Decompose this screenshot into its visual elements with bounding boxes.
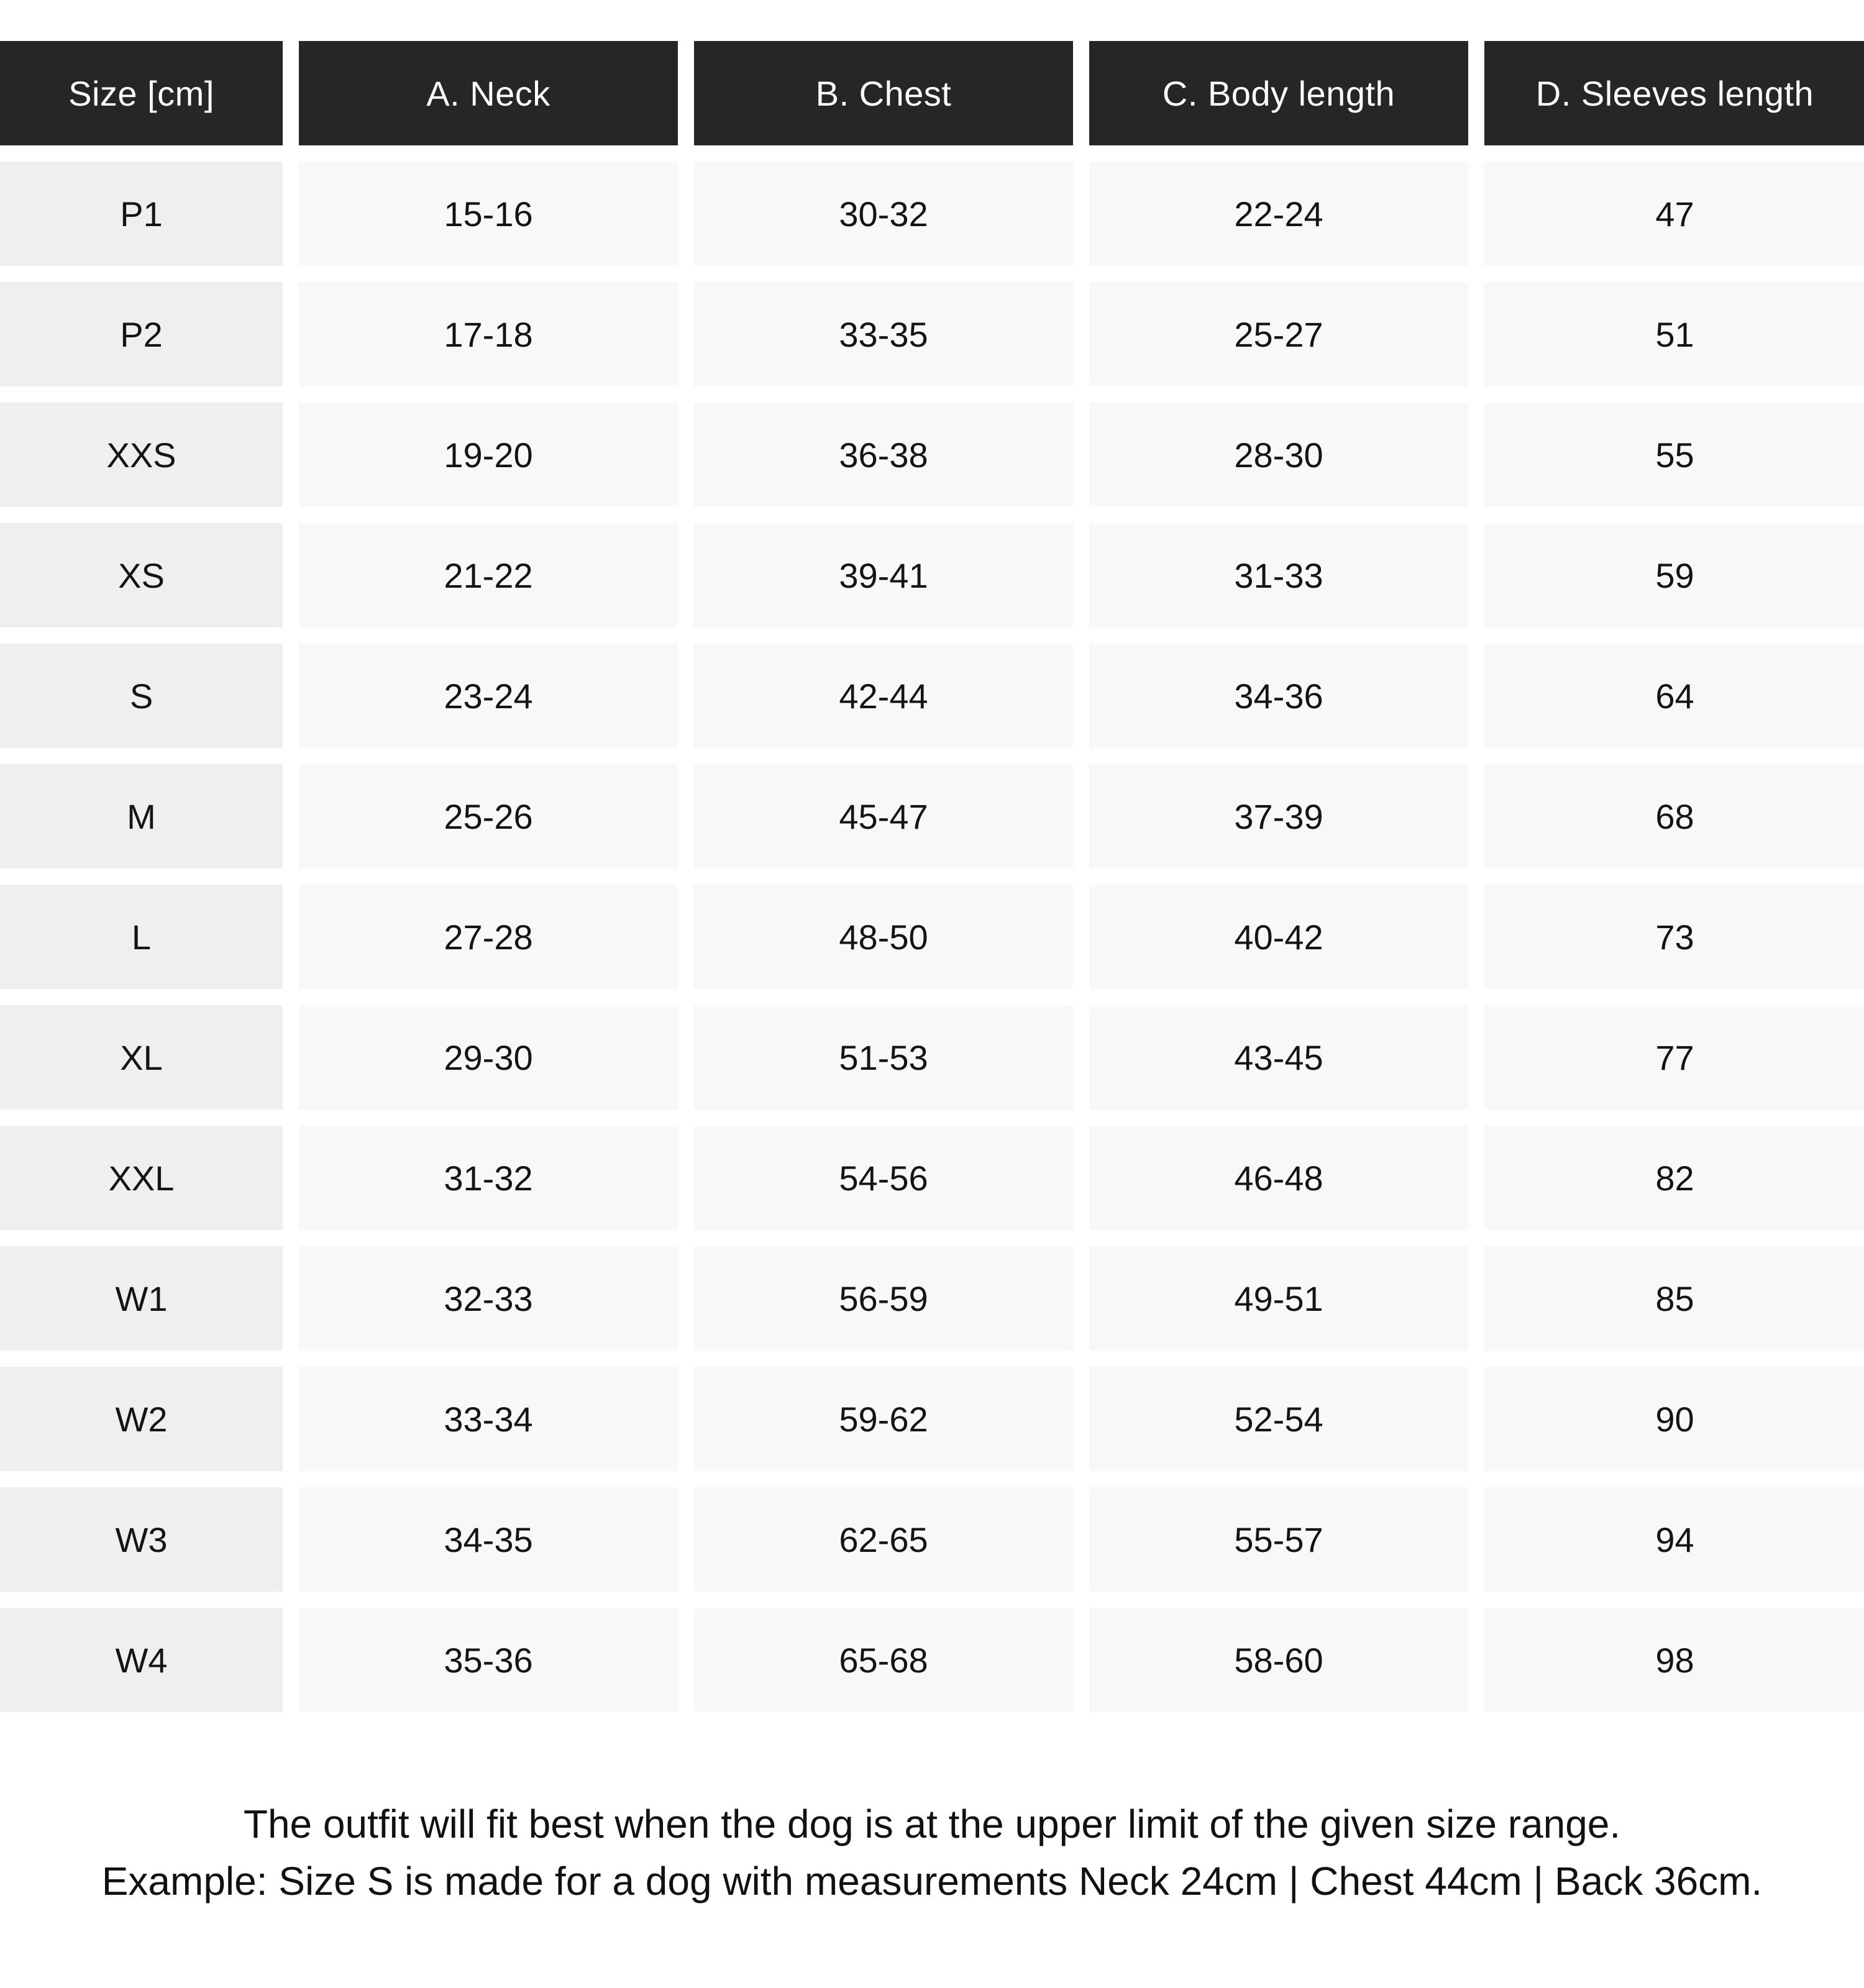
table-cell-size: W1 <box>0 1246 283 1351</box>
table-cell-chest: 48-50 <box>694 885 1073 989</box>
table-cell-size: W2 <box>0 1367 283 1471</box>
table-cell-neck: 23-24 <box>299 644 678 748</box>
table-cell-chest: 36-38 <box>694 403 1073 507</box>
header-size: Size [cm] <box>0 41 283 145</box>
table-cell-body-length: 34-36 <box>1089 644 1468 748</box>
table-cell-neck: 29-30 <box>299 1005 678 1110</box>
table-cell-body-length: 43-45 <box>1089 1005 1468 1110</box>
header-chest: B. Chest <box>694 41 1073 145</box>
table-cell-neck: 15-16 <box>299 162 678 266</box>
table-cell-size: L <box>0 885 283 989</box>
fit-note-line-1: The outfit will fit best when the dog is at the upper limit of the given size range. <box>243 1802 1621 1846</box>
table-cell-sleeves-length: 85 <box>1484 1246 1864 1351</box>
fit-note-line-2: Example: Size S is made for a dog with measurements Neck 24cm | Chest 44cm | Back 36cm. <box>101 1859 1763 1904</box>
table-cell-size: S <box>0 644 283 748</box>
table-cell-size: P1 <box>0 162 283 266</box>
table-cell-sleeves-length: 68 <box>1484 764 1864 869</box>
table-cell-neck: 27-28 <box>299 885 678 989</box>
table-cell-neck: 34-35 <box>299 1487 678 1592</box>
table-cell-neck: 32-33 <box>299 1246 678 1351</box>
table-cell-chest: 56-59 <box>694 1246 1073 1351</box>
table-cell-size: P2 <box>0 282 283 386</box>
table-cell-body-length: 46-48 <box>1089 1126 1468 1230</box>
table-cell-body-length: 49-51 <box>1089 1246 1468 1351</box>
table-cell-sleeves-length: 64 <box>1484 644 1864 748</box>
table-cell-sleeves-length: 98 <box>1484 1608 1864 1712</box>
table-cell-sleeves-length: 90 <box>1484 1367 1864 1471</box>
table-cell-chest: 39-41 <box>694 523 1073 627</box>
table-cell-sleeves-length: 77 <box>1484 1005 1864 1110</box>
table-cell-chest: 51-53 <box>694 1005 1073 1110</box>
table-cell-neck: 35-36 <box>299 1608 678 1712</box>
table-cell-neck: 17-18 <box>299 282 678 386</box>
table-cell-size: XS <box>0 523 283 627</box>
table-cell-body-length: 37-39 <box>1089 764 1468 869</box>
table-cell-chest: 42-44 <box>694 644 1073 748</box>
header-sleeves-length: D. Sleeves length <box>1484 41 1864 145</box>
table-cell-neck: 33-34 <box>299 1367 678 1471</box>
table-cell-size: XXL <box>0 1126 283 1230</box>
table-cell-neck: 19-20 <box>299 403 678 507</box>
table-cell-chest: 30-32 <box>694 162 1073 266</box>
table-cell-sleeves-length: 82 <box>1484 1126 1864 1230</box>
table-cell-size: XL <box>0 1005 283 1110</box>
header-body-length: C. Body length <box>1089 41 1468 145</box>
table-cell-size: W3 <box>0 1487 283 1592</box>
table-cell-body-length: 31-33 <box>1089 523 1468 627</box>
size-chart-table <box>0 41 1864 1712</box>
table-cell-neck: 25-26 <box>299 764 678 869</box>
table-cell-size: M <box>0 764 283 869</box>
table-cell-sleeves-length: 55 <box>1484 403 1864 507</box>
table-cell-body-length: 22-24 <box>1089 162 1468 266</box>
table-cell-chest: 33-35 <box>694 282 1073 386</box>
table-cell-sleeves-length: 59 <box>1484 523 1864 627</box>
table-cell-chest: 62-65 <box>694 1487 1073 1592</box>
table-cell-sleeves-length: 47 <box>1484 162 1864 266</box>
table-cell-chest: 54-56 <box>694 1126 1073 1230</box>
table-cell-body-length: 25-27 <box>1089 282 1468 386</box>
table-cell-body-length: 40-42 <box>1089 885 1468 989</box>
table-cell-sleeves-length: 51 <box>1484 282 1864 386</box>
table-cell-sleeves-length: 94 <box>1484 1487 1864 1592</box>
table-cell-body-length: 58-60 <box>1089 1608 1468 1712</box>
table-cell-body-length: 52-54 <box>1089 1367 1468 1471</box>
table-cell-chest: 59-62 <box>694 1367 1073 1471</box>
fit-note <box>0 1795 1864 1910</box>
table-cell-body-length: 55-57 <box>1089 1487 1468 1592</box>
table-cell-neck: 31-32 <box>299 1126 678 1230</box>
table-cell-size: W4 <box>0 1608 283 1712</box>
table-cell-chest: 65-68 <box>694 1608 1073 1712</box>
table-cell-body-length: 28-30 <box>1089 403 1468 507</box>
table-cell-neck: 21-22 <box>299 523 678 627</box>
table-cell-size: XXS <box>0 403 283 507</box>
header-neck: A. Neck <box>299 41 678 145</box>
table-cell-chest: 45-47 <box>694 764 1073 869</box>
table-cell-sleeves-length: 73 <box>1484 885 1864 989</box>
